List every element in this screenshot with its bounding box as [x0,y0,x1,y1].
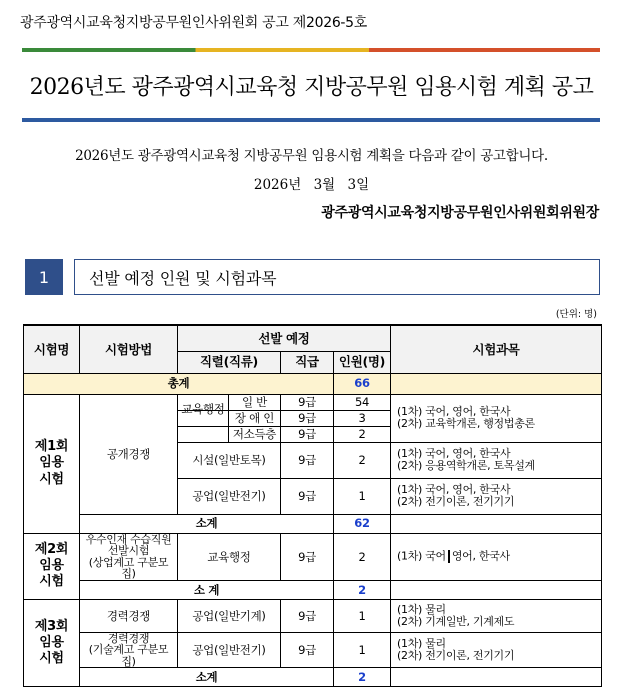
exam2-count: 2 [334,533,391,580]
grade-general: 9급 [281,394,334,410]
count-lowincome: 2 [334,426,391,442]
color-divider [22,48,600,52]
header-count: 인원(명) [334,351,391,373]
exam2-subjects-2: 영어, 한국사 [451,549,510,563]
job-sub-lowincome: 저소득층 [228,427,280,442]
header-subjects: 시험과목 [391,325,602,373]
exam3-method-a: 경력경쟁 [80,599,178,632]
count-general: 54 [334,394,391,410]
exam3-job-b: 공업(일반전기) [178,632,281,668]
exam2-method: 우수인재 수습직원 선발시험 (상업계고 구분모집) [80,533,178,580]
total-empty [391,373,602,394]
title-rule [22,118,600,122]
exam3-subjects-b: (1차) 물리 (2차) 전기이론, 전기기기 [391,632,602,668]
section-title-text: 선발 예정 인원 및 시험과목 [89,268,277,288]
header-job: 직렬(직류) [178,351,281,373]
job-civil: 시설(일반토목) [178,442,281,478]
exam3-label: 제3회 임용 시험 [24,599,80,687]
exam3-method-b: 경력경쟁 (기술계고 구분모집) [80,632,178,668]
exam3-grade-a: 9급 [281,599,334,632]
subjects-electric: (1차) 국어, 영어, 한국사 (2차) 전기이론, 전기기기 [391,478,602,514]
grade-electric: 9급 [281,478,334,514]
exam3-subtotal-label: 소계 [80,668,334,687]
grade-civil: 9급 [281,442,334,478]
document-title: 2026년도 광주광역시교육청 지방공무원 임용시험 계획 공고 [29,75,594,100]
exam2-job: 교육행정 [178,533,281,580]
job-sub-general: 일 반 [228,395,280,410]
job-sub-disabled: 장 애 인 [228,411,280,426]
total-value: 66 [334,373,391,394]
exam3-grade-b: 9급 [281,632,334,668]
exam3-subtotal: 2 [334,668,391,687]
header-grade: 직급 [281,351,334,373]
exam1-method: 공개경쟁 [80,394,178,514]
exam3-job-a: 공업(일반기계) [178,599,281,632]
announcement-date: 2026년 3월 3일 [253,177,370,193]
signer: 광주광역시교육청지방공무원인사위원회위원장 [321,205,599,221]
header-method: 시험방법 [80,325,178,373]
exam2-subtotal-label: 소 계 [80,580,334,599]
section-title [74,259,600,295]
exam1-job-lowincome [178,426,281,442]
total-label: 총계 [24,373,334,394]
exam2-subjects-1: (1차) 국어 [397,549,446,563]
grade-disabled: 9급 [281,410,334,426]
announcement-number: 광주광역시교육청지방공무원인사위원회 공고 제2026-5호 [20,15,368,31]
job-group-edu: 교육행정 [181,401,225,416]
header-exam: 시험명 [24,325,80,373]
count-electric: 1 [334,478,391,514]
grade-lowincome: 9급 [281,426,334,442]
selection-table [23,324,602,687]
exam1-subtotal: 62 [334,514,391,533]
exam3-count-b: 1 [334,632,391,668]
subjects-edu-admin: (1차) 국어, 영어, 한국사 (2차) 교육학개론, 행정법총론 [391,394,602,442]
exam3-subtotal-empty [391,668,602,687]
subjects-civil: (1차) 국어, 영어, 한국사 (2차) 응용역학개론, 토목설계 [391,442,602,478]
exam3-subjects-a: (1차) 물리 (2차) 기계일반, 기계제도 [391,599,602,632]
exam2-grade: 9급 [281,533,334,580]
intro-text: 2026년도 광주광역시교육청 지방공무원 임용시험 계획을 다음과 같이 공고합니다. [75,148,548,164]
job-electric: 공업(일반전기) [178,478,281,514]
exam1-subtotal-label: 소계 [80,514,334,533]
section-number: 1 [25,259,63,295]
exam2-label: 제2회 임용 시험 [24,533,80,599]
count-disabled: 3 [334,410,391,426]
exam3-count-a: 1 [334,599,391,632]
count-civil: 2 [334,442,391,478]
header-plan: 선발 예정 [178,325,391,351]
unit-note: (단위: 명) [555,309,597,320]
exam1-subtotal-empty [391,514,602,533]
exam2-subjects [391,533,602,580]
exam1-label: 제1회 임용 시험 [24,394,80,533]
exam2-subtotal-empty [391,580,602,599]
exam2-subtotal: 2 [334,580,391,599]
